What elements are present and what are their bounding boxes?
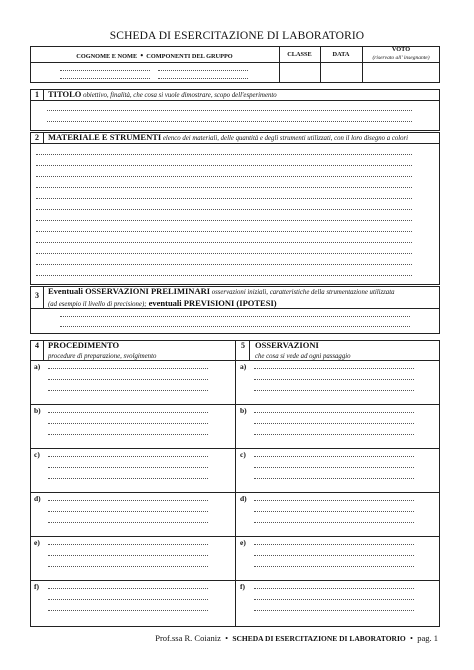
procedure-step-line[interactable]: [48, 555, 208, 556]
header-names-label: COGNOME E NOME • COMPONENTI DEL GRUPPO: [76, 51, 233, 60]
observation-step-line[interactable]: [254, 467, 414, 468]
section-1-title: TITOLO obiettivo, finalità, che cosa si vuole dimostrare, scopo dell'esperimento: [48, 89, 277, 99]
section-2-line[interactable]: [36, 264, 412, 265]
procedure-step-line[interactable]: [48, 500, 208, 501]
section-2-line[interactable]: [36, 176, 412, 177]
section-2-line[interactable]: [36, 253, 412, 254]
section-3-line[interactable]: [60, 316, 410, 317]
procedure-step-label: c): [34, 450, 40, 459]
section-2-line[interactable]: [36, 165, 412, 166]
observation-step-line[interactable]: [254, 599, 414, 600]
observation-step-label: f): [240, 582, 245, 591]
section-3-title: Eventuali OSSERVAZIONI PRELIMINARI osservazioni iniziali, caratteristiche della strumentazione utilizzata (ad esempio il livello di precisione); eventuali PREVISIONI (IPOTESI): [48, 286, 395, 308]
name-field[interactable]: [60, 70, 150, 71]
observation-step-line[interactable]: [254, 500, 414, 501]
section-4-number: 4: [35, 341, 39, 350]
footer-page-number: pag. 1: [417, 633, 438, 643]
observation-step-line[interactable]: [254, 522, 414, 523]
procedure-step-line[interactable]: [48, 456, 208, 457]
name-field[interactable]: [60, 78, 150, 79]
section-2-line[interactable]: [36, 154, 412, 155]
procedure-step-line[interactable]: [48, 544, 208, 545]
section-2-line[interactable]: [36, 231, 412, 232]
header-grade-label: VOTO (riservato all' insegnante): [362, 46, 440, 62]
observation-step-label: e): [240, 538, 246, 547]
section-1-line[interactable]: [47, 121, 412, 122]
procedure-step-label: e): [34, 538, 40, 547]
observation-step-line[interactable]: [254, 434, 414, 435]
procedure-step-label: f): [34, 582, 39, 591]
section-2-line[interactable]: [36, 220, 412, 221]
procedure-step-line[interactable]: [48, 599, 208, 600]
header-grade-note: (riservato all' insegnante): [372, 55, 430, 61]
bullet-icon: •: [409, 633, 413, 643]
page-title: SCHEDA DI ESERCITAZIONE DI LABORATORIO: [109, 30, 365, 42]
procedure-step-line[interactable]: [48, 478, 208, 479]
bullet-icon: •: [225, 633, 229, 643]
procedure-step-line[interactable]: [48, 434, 208, 435]
observation-step-line[interactable]: [254, 555, 414, 556]
section-2-title: MATERIALE E STRUMENTI elenco dei materiali, delle quantità e degli strumenti utilizzati, con il loro disegno a colori: [48, 132, 409, 142]
procedure-step-line[interactable]: [48, 379, 208, 380]
name-field[interactable]: [158, 78, 248, 79]
observation-step-line[interactable]: [254, 423, 414, 424]
procedure-step-line[interactable]: [48, 522, 208, 523]
procedure-step-line[interactable]: [48, 588, 208, 589]
procedure-step-line[interactable]: [48, 368, 208, 369]
section-2-line[interactable]: [36, 242, 412, 243]
procedure-step-label: b): [34, 406, 41, 415]
section-1-number: 1: [35, 90, 39, 99]
footer: [155, 633, 438, 643]
observation-step-label: c): [240, 450, 246, 459]
procedure-step-line[interactable]: [48, 390, 208, 391]
observation-step-line[interactable]: [254, 390, 414, 391]
section-2-number: 2: [35, 133, 39, 142]
observation-step-line[interactable]: [254, 412, 414, 413]
observation-step-line[interactable]: [254, 511, 414, 512]
section-3-line[interactable]: [60, 326, 410, 327]
observation-step-line[interactable]: [254, 588, 414, 589]
observation-step-line[interactable]: [254, 610, 414, 611]
observation-step-line[interactable]: [254, 544, 414, 545]
section-5-title: OSSERVAZIONI che cosa si vede ad ogni passaggio: [255, 340, 351, 360]
observation-step-line[interactable]: [254, 478, 414, 479]
name-field[interactable]: [158, 70, 248, 71]
observation-step-line[interactable]: [254, 566, 414, 567]
bullet-icon: •: [140, 51, 144, 60]
section-1-line[interactable]: [47, 110, 412, 111]
procedure-step-line[interactable]: [48, 412, 208, 413]
procedure-step-line[interactable]: [48, 566, 208, 567]
procedure-step-label: d): [34, 494, 41, 503]
footer-doc-title: SCHEDA DI ESERCITAZIONE DI LABORATORIO: [232, 634, 406, 643]
procedure-step-label: a): [34, 362, 41, 371]
section-2-line[interactable]: [36, 209, 412, 210]
procedure-step-line[interactable]: [48, 610, 208, 611]
section-2-line[interactable]: [36, 275, 412, 276]
section-2-line[interactable]: [36, 187, 412, 188]
observation-step-label: d): [240, 494, 247, 503]
observation-step-line[interactable]: [254, 456, 414, 457]
observation-step-label: a): [240, 362, 247, 371]
procedure-step-line[interactable]: [48, 511, 208, 512]
section-3-number: 3: [35, 291, 39, 300]
section-4-title: PROCEDIMENTO procedure di preparazione, svolgimento: [48, 340, 157, 360]
footer-author: Prof.ssa R. Coianiz: [155, 633, 221, 643]
observation-step-line[interactable]: [254, 368, 414, 369]
section-5-number: 5: [241, 341, 245, 350]
procedure-step-line[interactable]: [48, 423, 208, 424]
observation-step-line[interactable]: [254, 379, 414, 380]
section-2-line[interactable]: [36, 198, 412, 199]
observation-step-label: b): [240, 406, 247, 415]
procedure-step-line[interactable]: [48, 467, 208, 468]
header-date-label: DATA: [332, 51, 350, 58]
header-class-label: CLASSE: [287, 51, 312, 58]
header-divider: [30, 62, 440, 63]
